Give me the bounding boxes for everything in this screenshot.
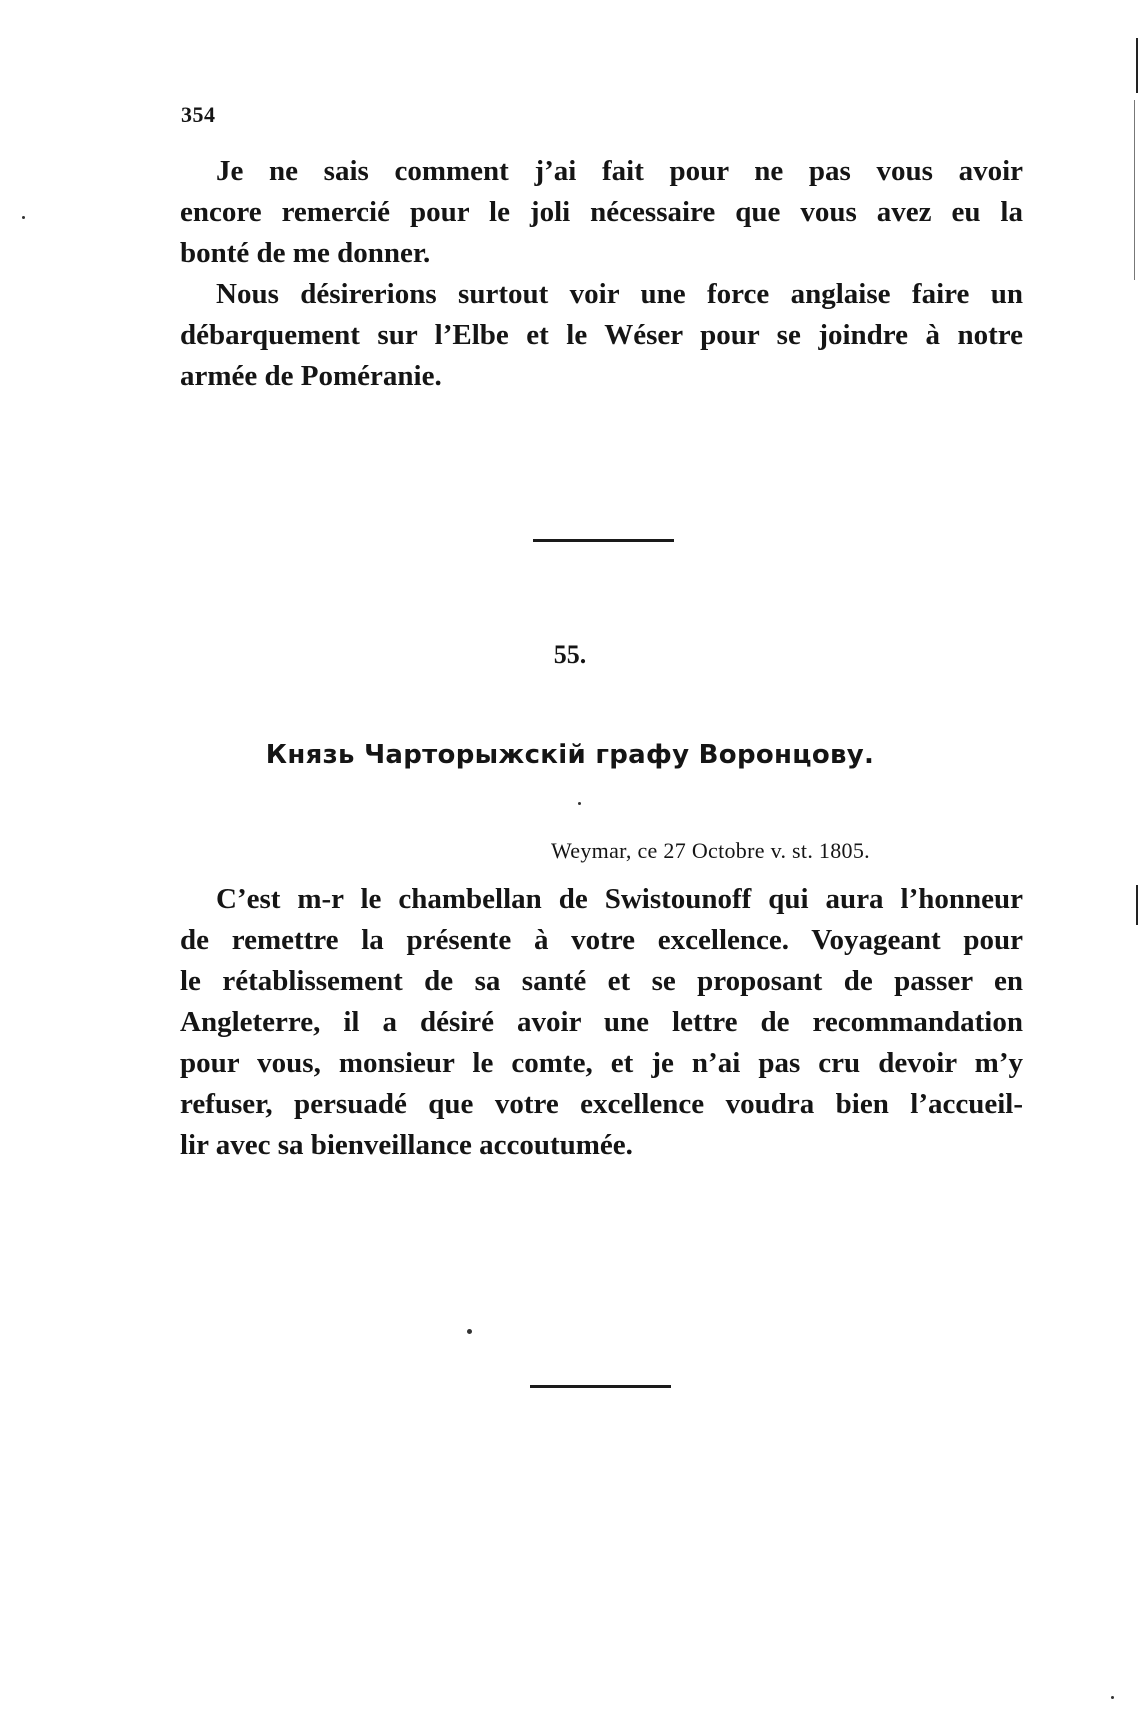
text-line: Angleterre, il a désiré avoir une lettre de recommandation — [180, 1006, 1023, 1038]
text-line: pour vous, monsieur le comte, et je n’ai pas cru devoir m’y — [180, 1047, 1023, 1079]
page-number: 354 — [181, 102, 216, 127]
text-line: débarquement sur l’Elbe et le Wéser pour se joindre à notre — [180, 319, 1023, 351]
text-line: C’est m-r le chambellan de Swistounoff qui aura l’honneur — [216, 883, 1023, 915]
letter-body — [180, 879, 1023, 1166]
text-line: Je ne sais comment j’ai fait pour ne pas vous avoir — [216, 155, 1023, 187]
text-line: le rétablissement de sa santé et se proposant de passer en — [180, 965, 1023, 997]
end-divider — [530, 1385, 671, 1388]
top-text — [180, 151, 1023, 397]
section-divider — [533, 539, 674, 542]
scan-edge-mark — [1136, 38, 1138, 93]
scan-speck — [578, 802, 581, 805]
text-line: Nous désirerions surtout voir une force anglaise faire un — [216, 278, 1023, 310]
scan-speck — [1111, 1696, 1114, 1699]
text-line: bonté de me donner. — [180, 237, 431, 269]
dateline: Weymar, ce 27 Octobre v. st. 1805. — [551, 838, 870, 863]
document-number: 55. — [553, 640, 587, 669]
text-line: lir avec sa bienveillance accoutumée. — [180, 1129, 633, 1161]
scan-speck — [22, 216, 25, 219]
letter-heading: Князь Чарторыжскій графу Воронцову. — [265, 740, 875, 770]
text-line: de remettre la présente à votre excellence. Voyageant pour — [180, 924, 1023, 956]
scan-speck — [467, 1329, 472, 1334]
scan-edge-mark — [1134, 100, 1135, 280]
text-line: encore remercié pour le joli nécessaire que vous avez eu la — [180, 196, 1023, 228]
scan-edge-mark — [1136, 885, 1138, 925]
text-line: refuser, persuadé que votre excellence voudra bien l’accueil- — [180, 1088, 1023, 1120]
text-line: armée de Poméranie. — [180, 360, 442, 392]
